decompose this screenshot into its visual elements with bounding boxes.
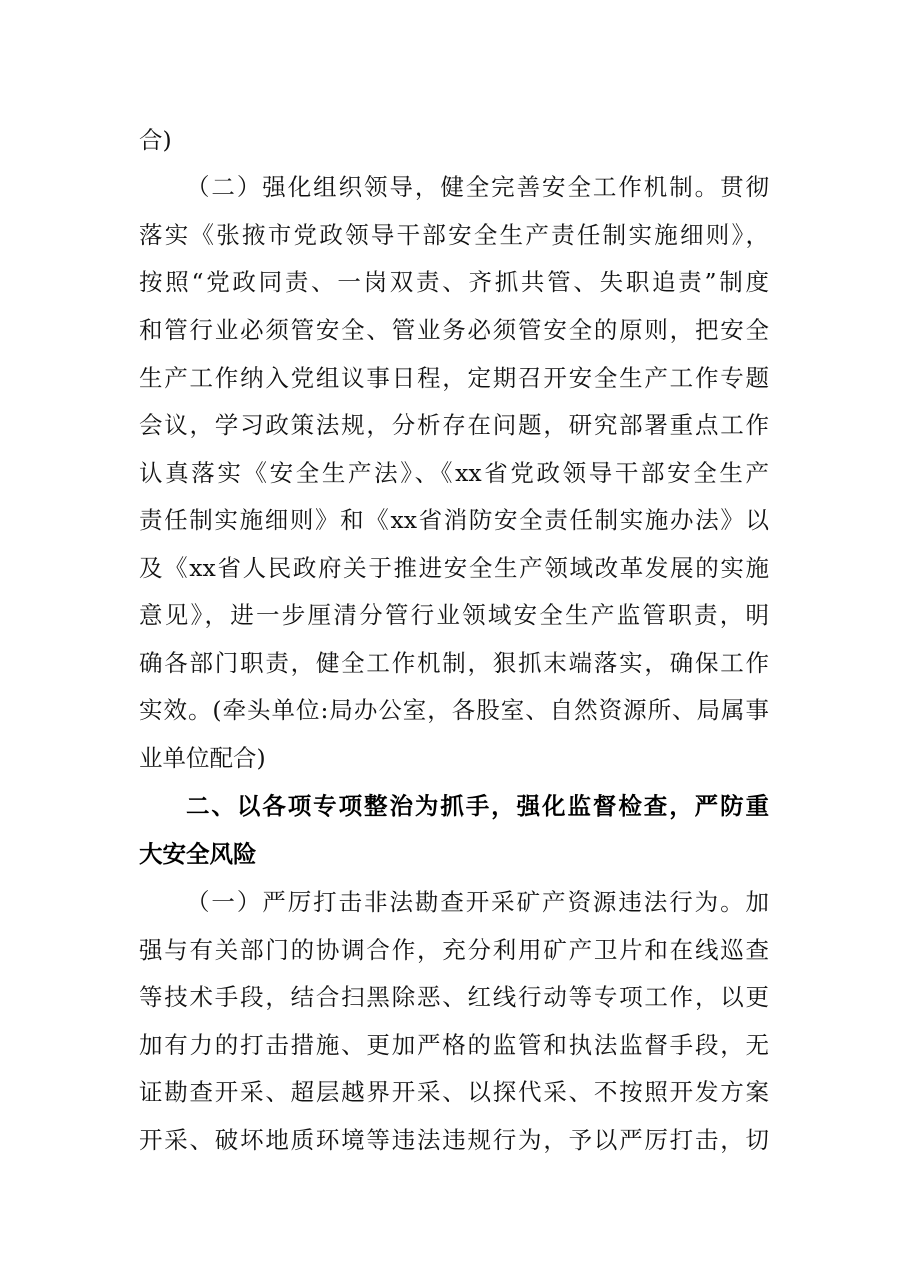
paragraph-line: （一）严厉打击非法勘查开采矿产资源违法行为。加 [186,888,769,916]
paragraph-line: 确各部门职责，健全工作机制，狠抓末端落实，确保工作 [139,649,769,677]
paragraph-line: 加有力的打击措施、更加严格的监管和执法监督手段，无 [139,1031,769,1059]
section-heading-line: 二、以各项专项整治为抓手，强化监督检查，严防重 [186,792,769,820]
paragraph-line: 及《xx省人民政府关于推进安全生产领域改革发展的实施 [139,554,769,582]
paragraph-line: 和管行业必须管安全、管业务必须管安全的原则，把安全 [139,316,769,344]
paragraph-line: 落实《张掖市党政领导干部安全生产责任制实施细则》， [139,221,769,249]
paragraph-line: 开采、破坏地质环境等违法违规行为，予以严厉打击，切 [139,1126,769,1154]
paragraph-line: 证勘查开采、超层越界开采、以探代采、不按照开发方案 [139,1078,769,1106]
paragraph-line: 按照“党政同责、一岗双责、齐抓共管、失职追责”制度 [139,268,769,296]
paragraph-line: 意见》，进一步厘清分管行业领域安全生产监管职责，明 [139,601,769,629]
paragraph-line: 生产工作纳入党组议事日程，定期召开安全生产工作专题 [139,364,769,392]
paragraph-line: 实效。(牵头单位:局办公室，各股室、自然资源所、局属事 [139,696,769,724]
paragraph-line: 认真落实《安全生产法》、《xx省党政领导干部安全生产 [139,459,769,487]
paragraph-line: 业单位配合) [139,744,266,772]
section-heading-line: 大安全风险 [139,840,257,868]
paragraph-line: 强与有关部门的协调合作，充分利用矿产卫片和在线巡查 [139,936,769,964]
paragraph-line: 会议，学习政策法规，分析存在问题，研究部署重点工作 [139,411,769,439]
paragraph-line: 合) [139,126,172,154]
paragraph-line: 等技术手段，结合扫黑除恶、红线行动等专项工作，以更 [139,983,769,1011]
paragraph-line: 责任制实施细则》和《xx省消防安全责任制实施办法》以 [139,506,769,534]
paragraph-line: （二）强化组织领导，健全完善安全工作机制。贯彻 [186,173,769,201]
